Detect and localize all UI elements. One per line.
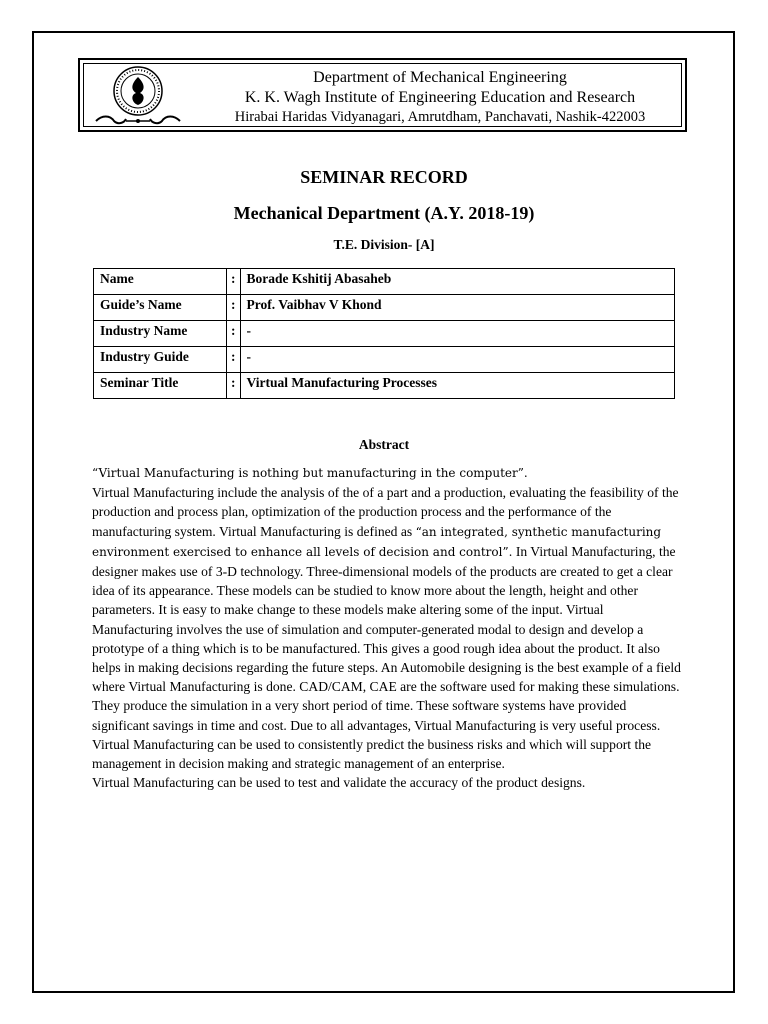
institute-name: K. K. Wagh Institute of Engineering Education and Research [244, 89, 636, 106]
row-value: Borade Kshitij Abasaheb [240, 269, 675, 295]
row-label: Industry Guide [94, 347, 227, 373]
department-name: Department of Mechanical Engineering [313, 69, 567, 86]
row-separator: : [227, 347, 241, 373]
division-label: T.E. Division- [A] [333, 237, 435, 252]
table-row [94, 269, 675, 295]
abstract-body [92, 463, 682, 792]
row-separator: : [227, 295, 241, 321]
abstract-paragraph: Virtual Manufacturing can be used to test and validate the accuracy of the product designs. [92, 775, 586, 791]
paragraph-text: Virtual Manufacturing include the analysis of the of a part and a production, evaluating the feasibility of the production and process plan, optimization of the production process and the performance of the manufacturing system. Virtual Manufacturing is defined as [92, 485, 679, 539]
row-label: Industry Name [94, 321, 227, 347]
table-row [94, 347, 675, 373]
abstract-heading: Abstract [358, 437, 410, 452]
paragraph-text: In Virtual Manufacturing, the designer makes use of 3-D technology. Three-dimensional models of the products are created to get a clear idea of its appearance. These models can be studied to know more about the length, height and other parameters. It is easy to make change to these models make altering some of the input. Virtual Manufacturing involves the use of simulation and computer-generated modal to design and develop a prototype of a thing which is to be manufactured. This gives a good rough idea about the product. It also helps in making decisions regarding the future steps. An Automobile designing is the best example of a field where Virtual Manufacturing is done. CAD/CAM, CAE are the software used for making these simulations. They produce the simulation in a very short period of time. These software systems have provided significant savings in time and cost. Due to all advantages, Virtual Manufacturing is very useful process. [92, 543, 681, 733]
row-separator: : [227, 269, 241, 295]
row-value: - [240, 321, 675, 347]
institute-logo-icon [92, 63, 184, 127]
seminar-info-table [93, 268, 675, 399]
row-value: Prof. Vaibhav V Khond [240, 295, 675, 321]
quote-text: “Virtual Manufacturing is nothing but manufacturing in the computer”. [92, 466, 528, 480]
institute-address: Hirabai Haridas Vidyanagari, Amrutdham, Panchavati, Nashik-422003 [234, 109, 646, 125]
row-label: Name [94, 269, 227, 295]
seminar-record-title: SEMINAR RECORD [300, 167, 468, 187]
abstract-quote [92, 463, 682, 483]
institute-header [78, 58, 687, 132]
definition-quote: “an integrated, synthetic manufacturing environment exercised to enhance all levels of decision and control”. [92, 524, 662, 559]
row-value: - [240, 347, 675, 373]
row-label: Seminar Title [94, 373, 227, 399]
table-row [94, 295, 675, 321]
row-value: Virtual Manufacturing Processes [240, 373, 675, 399]
abstract-paragraph: Virtual Manufacturing can be used to consistently predict the business risks and which will support the management in decision making and strategic management of an enterprise. [92, 736, 652, 772]
department-year-title: Mechanical Department (A.Y. 2018-19) [233, 203, 535, 223]
table-row [94, 373, 675, 399]
table-row [94, 321, 675, 347]
row-separator: : [227, 321, 241, 347]
abstract-paragraph [92, 483, 682, 735]
header-text [210, 68, 670, 126]
row-separator: : [227, 373, 241, 399]
row-label: Guide’s Name [94, 295, 227, 321]
